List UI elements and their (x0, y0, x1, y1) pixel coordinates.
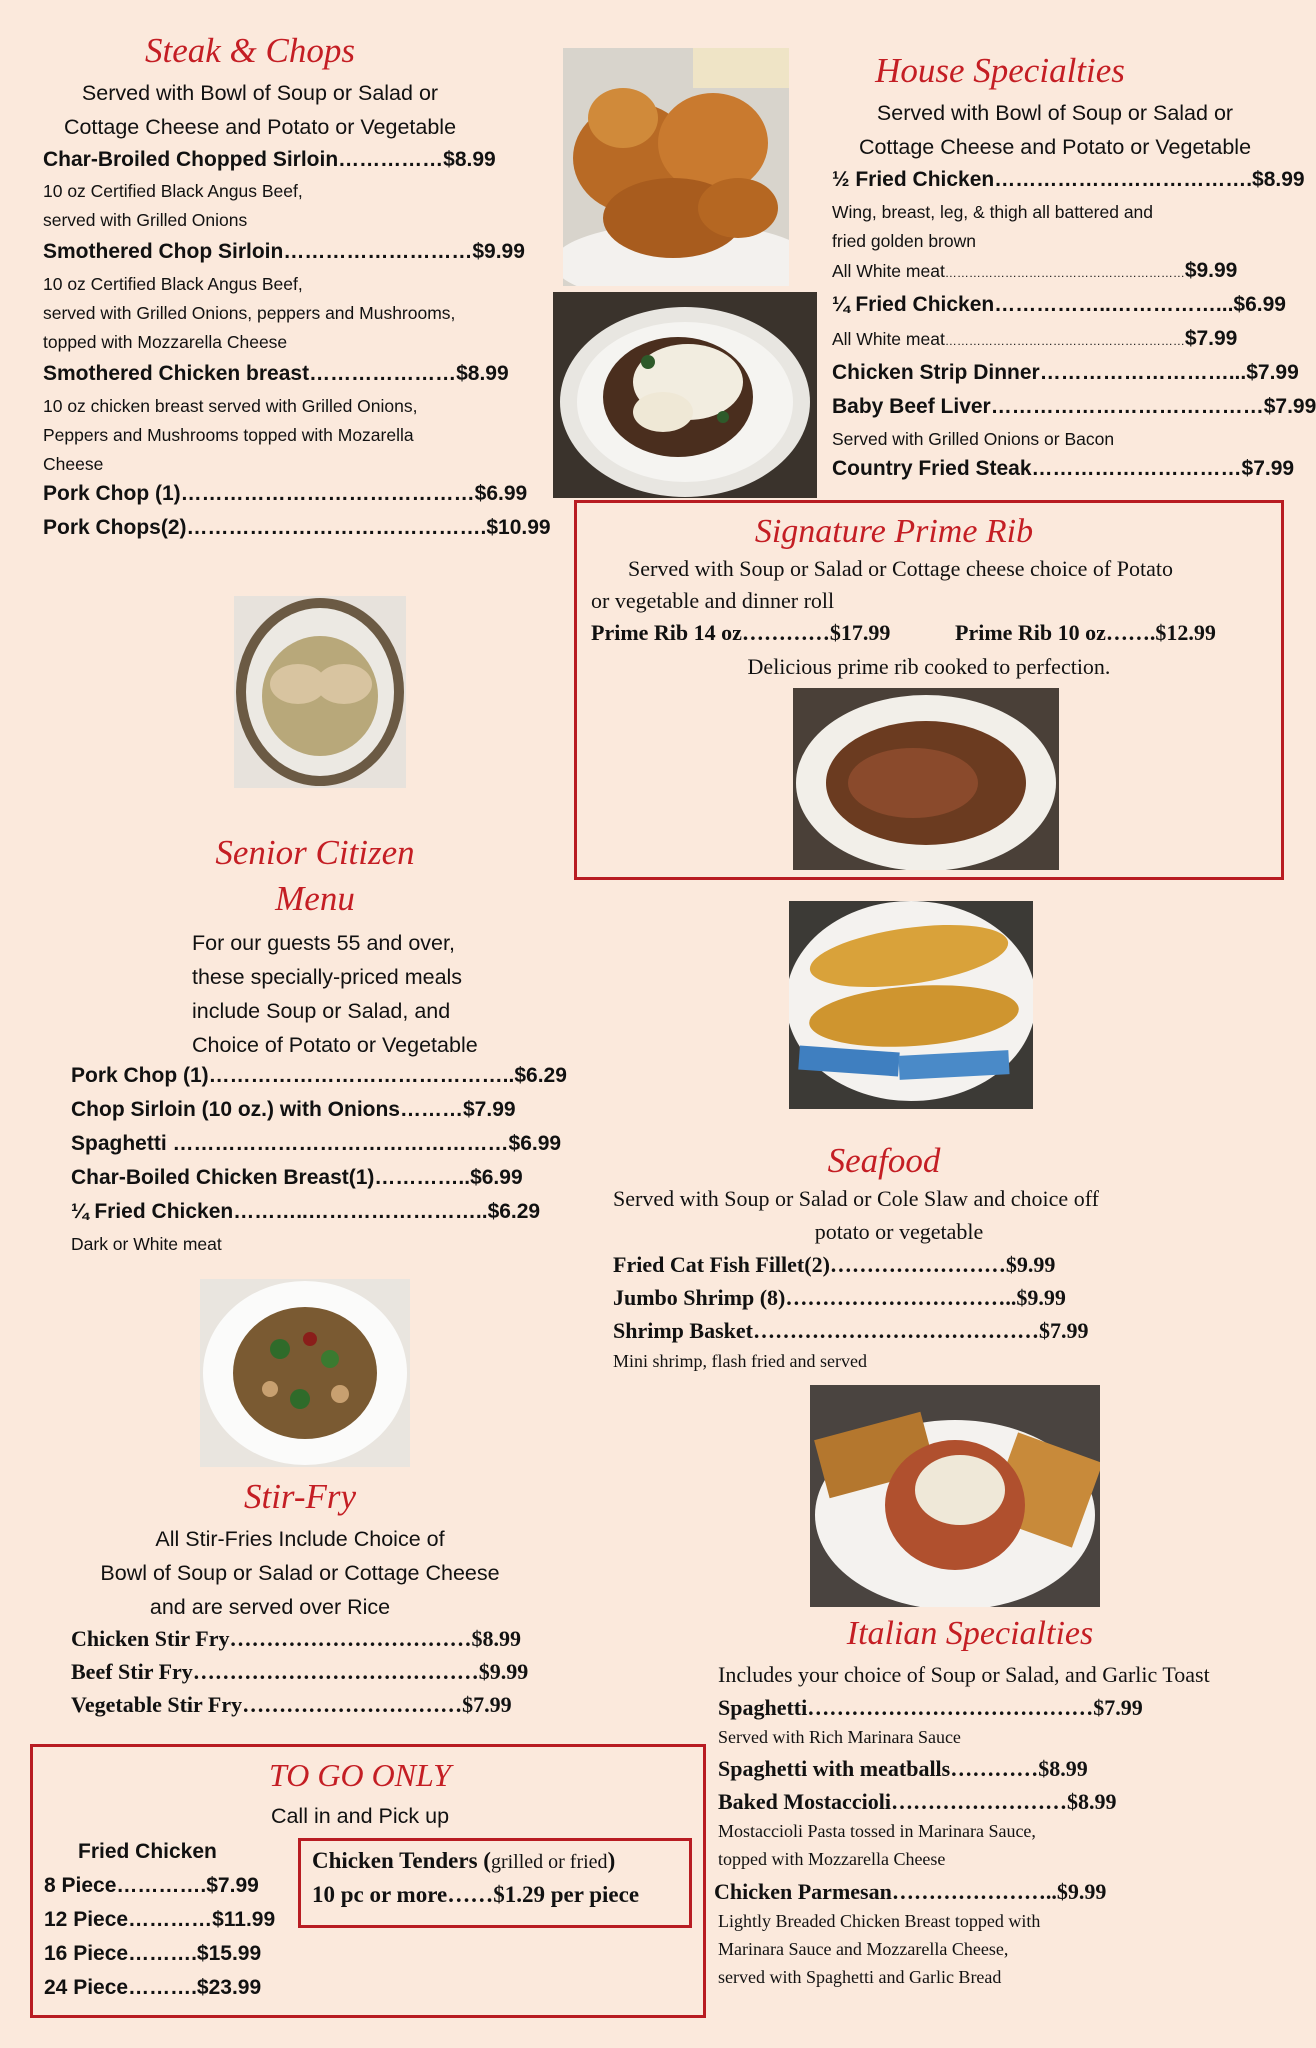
menu-item-prime-rib-14oz: Prime Rib 14 oz…………$17.99 (591, 620, 891, 645)
item-note: Mostaccioli Pasta tossed in Marinara Sauce, (718, 1821, 1036, 1841)
menu-item-smothered-chicken-breast: Smothered Chicken breast…………………$8.99 (43, 362, 509, 385)
senior-menu-title-2: Menu (275, 879, 355, 918)
seafood-desc-2: potato or vegetable (814, 1219, 984, 1244)
steak-desc-1: Served with Bowl of Soup or Salad or (81, 81, 439, 105)
menu-item-smothered-chop-sirloin: Smothered Chop Sirloin………………………$9.99 (43, 240, 525, 263)
catfish-photo (789, 901, 1033, 1109)
prime-rib-desc-1: Served with Soup or Salad or Cottage cheese choice of Potato (628, 556, 1173, 581)
menu-item-spaghetti: Spaghetti…………………………………$7.99 (718, 1695, 1143, 1720)
prime-rib-desc-2: or vegetable and dinner roll (591, 588, 835, 613)
item-note: Wing, breast, leg, & thigh all battered and (832, 202, 1154, 222)
menu-item-jumbo-shrimp: Jumbo Shrimp (8)…………………………..$9.99 (613, 1285, 1066, 1310)
menu-item-half-fried-chicken: ½ Fried Chicken……………………………….$8.99 (832, 168, 1305, 191)
menu-item-pork-chop-1: Pork Chop (1)……………………………………$6.99 (43, 482, 528, 505)
menu-item-country-fried-steak: Country Fried Steak…………………………$7.99 (832, 457, 1295, 480)
menu-item-senior-spaghetti: Spaghetti …………………………………………$6.99 (71, 1132, 562, 1155)
stir-fry-desc-2: Bowl of Soup or Salad or Cottage Cheese (100, 1561, 500, 1585)
item-note: served with Grilled Onions, peppers and Mushrooms, (43, 303, 456, 323)
house-desc-2: Cottage Cheese and Potato or Vegetable (858, 135, 1252, 159)
stir-fry-desc-3: and are served over Rice (149, 1595, 391, 1619)
steak-desc-2: Cottage Cheese and Potato or Vegetable (63, 115, 457, 139)
item-note: Peppers and Mushrooms topped with Mozarella (43, 425, 414, 445)
senior-menu-title-1: Senior Citizen (215, 833, 415, 872)
smothered-chop-photo (553, 292, 817, 498)
item-note: Marinara Sauce and Mozzarella Cheese, (718, 1939, 1009, 1959)
seafood-title: Seafood (827, 1141, 941, 1180)
stir-fry-desc-1: All Stir-Fries Include Choice of (155, 1527, 445, 1551)
menu-item-chicken-strip-dinner: Chicken Strip Dinner………………………...$7.99 (832, 361, 1299, 384)
house-desc-1: Served with Bowl of Soup or Salad or (876, 101, 1234, 125)
menu-item-chicken-parmesan: Chicken Parmesan…………………..$9.99 (714, 1879, 1107, 1904)
to-go-subtitle: Call in and Pick up (270, 1804, 450, 1828)
senior-desc-4: Choice of Potato or Vegetable (192, 1033, 478, 1057)
menu-item-senior-pork-chop: Pork Chop (1)……………………………………..$6.29 (71, 1064, 567, 1087)
senior-desc-2: these specially-priced meals (192, 965, 463, 989)
item-note: fried golden brown (832, 231, 976, 251)
menu-item-fried-catfish: Fried Cat Fish Fillet(2)……………………$9.99 (613, 1252, 1056, 1277)
menu-item-senior-quarter-chicken: ¼ Fried Chicken………..……………………..$6.29 (71, 1200, 541, 1223)
italian-desc: Includes your choice of Soup or Salad, and Garlic Toast (718, 1662, 1210, 1687)
menu-item-spaghetti-meatballs: Spaghetti with meatballs…………$8.99 (718, 1756, 1088, 1781)
fried-chicken-photo (563, 48, 789, 286)
item-note: topped with Mozzarella Cheese (43, 332, 288, 352)
item-note: Mini shrimp, flash fried and served (613, 1351, 867, 1371)
chicken-tenders-price: 10 pc or more……$1.29 per piece (312, 1882, 640, 1907)
italian-title: Italian Specialties (846, 1615, 1094, 1652)
house-specialties-title: House Specialties (875, 51, 1125, 90)
item-note: 10 oz Certified Black Angus Beef, (43, 181, 303, 201)
senior-chicken-photo (234, 596, 406, 788)
menu-item-chicken-tenders: Chicken Tenders (grilled or fried) (312, 1848, 616, 1873)
menu-item-pork-chops-2: Pork Chops(2)…………………………………….$10.99 (43, 516, 551, 539)
senior-desc-1: For our guests 55 and over, (192, 931, 455, 955)
item-note: 10 oz chicken breast served with Grilled Onions, (43, 396, 418, 416)
item-note: topped with Mozzarella Cheese (718, 1849, 946, 1869)
item-note: Served with Grilled Onions or Bacon (832, 429, 1115, 449)
menu-item-togo-24-piece: 24 Piece……….$23.99 (44, 1976, 262, 1999)
seafood-desc-1: Served with Soup or Salad or Cole Slaw and choice off (613, 1186, 1099, 1211)
menu-item-senior-chicken-breast: Char-Boiled Chicken Breast(1)…………..$6.99 (71, 1166, 523, 1189)
item-note: Lightly Breaded Chicken Breast topped with (718, 1911, 1041, 1931)
menu-item-togo-16-piece: 16 Piece……….$15.99 (44, 1942, 262, 1965)
fried-chicken-header: Fried Chicken (78, 1840, 217, 1863)
menu-item-chicken-stir-fry: Chicken Stir Fry……………………………$8.99 (71, 1626, 521, 1651)
menu-item-senior-chop-sirloin: Chop Sirloin (10 oz.) with Onions………$7.99 (71, 1098, 516, 1121)
menu-item-quarter-fried-chicken: ¼ Fried Chicken……………..……………...$6.99 (832, 293, 1286, 316)
item-note: Served with Rich Marinara Sauce (718, 1727, 961, 1747)
item-note: 10 oz Certified Black Angus Beef, (43, 274, 303, 294)
italian-photo (810, 1385, 1100, 1607)
menu-item-togo-12-piece: 12 Piece…………$11.99 (44, 1908, 276, 1931)
item-note: served with Grilled Onions (43, 210, 248, 230)
menu-item-baked-mostaccioli: Baked Mostaccioli……………………$8.99 (718, 1789, 1117, 1814)
steak-chops-title: Steak & Chops (145, 31, 355, 70)
stir-fry-photo (200, 1279, 410, 1467)
item-note: Cheese (43, 454, 104, 474)
quarter-white-line: All White meat……………………………………………………$7.99 (832, 327, 1238, 350)
menu-item-shrimp-basket: Shrimp Basket…………………………………$7.99 (613, 1318, 1089, 1343)
menu-item-baby-beef-liver: Baby Beef Liver…………………………………$7.99 (832, 395, 1316, 418)
menu-item-beef-stir-fry: Beef Stir Fry…………………………………$9.99 (71, 1659, 529, 1684)
menu-item-vegetable-stir-fry: Vegetable Stir Fry…………………………$7.99 (71, 1692, 512, 1717)
prime-rib-title: Signature Prime Rib (754, 513, 1034, 550)
menu-item-prime-rib-10oz: Prime Rib 10 oz…….$12.99 (955, 620, 1216, 645)
prime-rib-photo (793, 688, 1059, 870)
prime-rib-tagline: Delicious prime rib cooked to perfection. (747, 654, 1111, 679)
item-note: served with Spaghetti and Garlic Bread (718, 1967, 1002, 1987)
senior-desc-3: include Soup or Salad, and (192, 999, 451, 1023)
item-note: Dark or White meat (71, 1234, 222, 1254)
menu-item-char-broiled-sirloin: Char-Broiled Chopped Sirloin……………$8.99 (43, 148, 496, 171)
half-white-line: All White meat……………………………………………………$9.99 (832, 259, 1238, 282)
stir-fry-title: Stir-Fry (243, 1477, 357, 1516)
to-go-title: TO GO ONLY (269, 1757, 451, 1793)
menu-item-togo-8-piece: 8 Piece………….$7.99 (44, 1874, 259, 1897)
